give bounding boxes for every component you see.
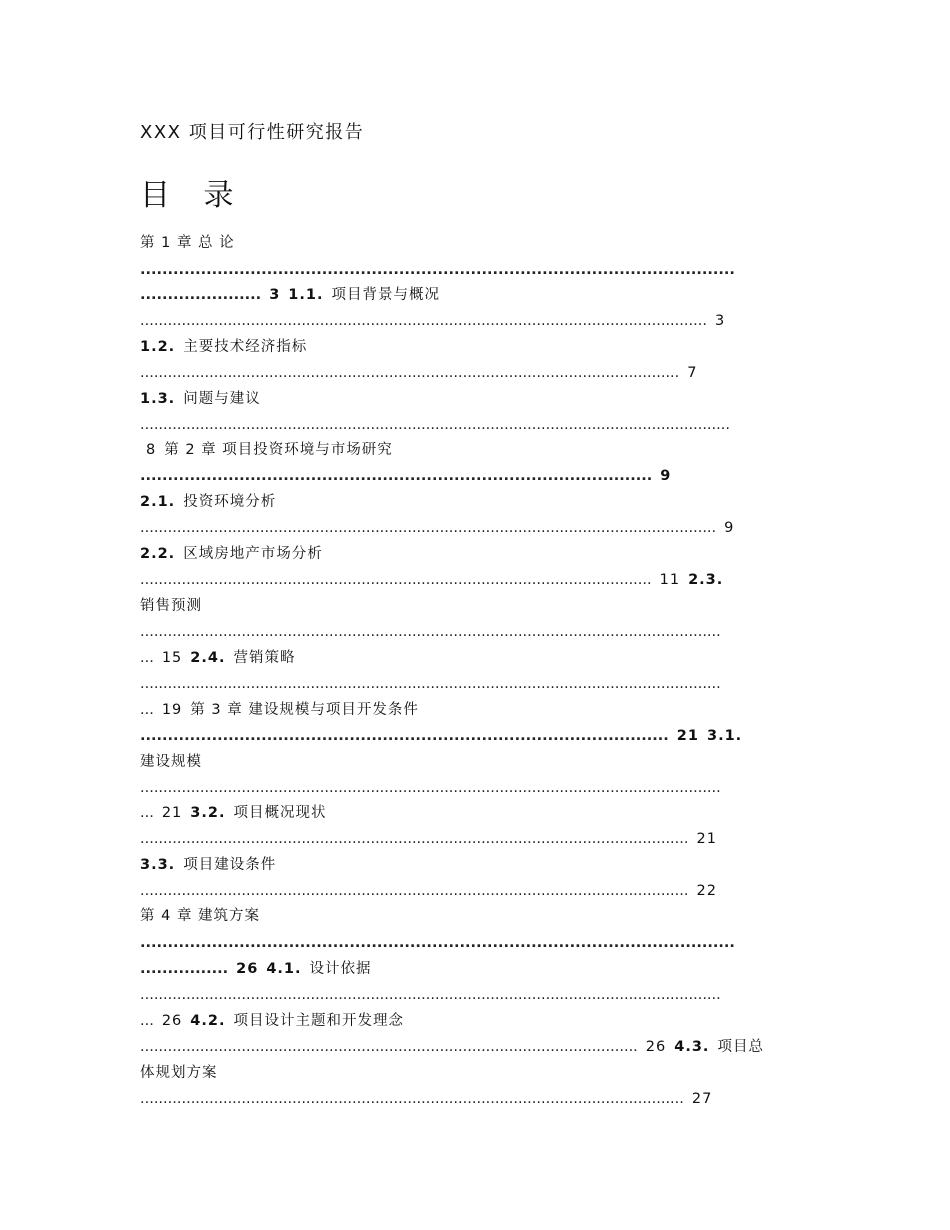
toc-leader-s1-2: ..................................................................................................................... 7 xyxy=(140,365,698,381)
toc-entry-s1-1[interactable]: ...................... 3 1.1. 项目背景与概况 xyxy=(140,287,440,303)
toc-entry-s3-2[interactable]: ... 21 3.2. 项目概况现状 xyxy=(140,805,327,821)
toc-num: 1.2. xyxy=(140,339,176,355)
toc-label: 营销策略 xyxy=(233,650,296,666)
toc-entry-ch2[interactable] xyxy=(140,440,393,460)
toc-label: 第 4 章 建筑方案 xyxy=(140,908,261,924)
toc-page: 15 xyxy=(161,650,183,666)
toc-leader: ............................................................................................................ xyxy=(140,262,735,278)
toc-entry-s2-3[interactable] xyxy=(140,596,202,616)
toc-num: 3.3. xyxy=(140,857,176,873)
toc-entry-s4-3[interactable] xyxy=(140,1063,218,1083)
toc-label: 主要技术经济指标 xyxy=(183,339,308,355)
toc-label: 销售预测 xyxy=(140,598,202,614)
toc-page: 27 xyxy=(691,1091,713,1107)
toc-label: 设计依据 xyxy=(309,961,372,977)
toc-num: 1.3. xyxy=(140,391,176,407)
toc-num: 4.3. xyxy=(674,1039,710,1055)
toc-entry-s1-2[interactable] xyxy=(140,337,307,357)
toc-entry-s2-1[interactable] xyxy=(140,492,276,512)
toc-entry-s1-3[interactable] xyxy=(140,389,261,409)
toc-entry-s3-1[interactable] xyxy=(140,752,202,772)
toc-label: 建设规模 xyxy=(140,754,202,770)
toc-page: 22 xyxy=(696,883,717,899)
toc-leader-s4-3: ...................................................................................................................... 27 xyxy=(140,1091,713,1107)
toc-page: 9 xyxy=(724,520,735,536)
toc-num: 2.4. xyxy=(190,650,226,666)
toc-entry-ch4[interactable] xyxy=(140,906,260,926)
toc-page: 8 xyxy=(146,442,157,458)
toc-leader-s3-2: ....................................................................................................................... 21 xyxy=(140,831,717,847)
toc-num: 2.1. xyxy=(140,494,176,510)
toc-label: 项目总 xyxy=(717,1039,764,1055)
toc-label: 投资环境分析 xyxy=(183,494,277,510)
toc-page: 26 xyxy=(645,1039,667,1055)
toc-num: 1.1. xyxy=(288,287,324,303)
toc-heading: 目 录 xyxy=(140,178,246,213)
toc-entry-s2-2[interactable] xyxy=(140,544,323,564)
toc-leader-s3-3: ....................................................................................................................... 22 xyxy=(140,883,717,899)
toc-page: 7 xyxy=(687,365,698,381)
toc-entry-s4-1[interactable]: ................ 26 4.1. 设计依据 xyxy=(140,961,372,977)
toc-num: 4.1. xyxy=(266,961,302,977)
toc-page: 3 xyxy=(714,313,726,329)
toc-leader-ch3: ................................................................................................ 21 3.1. xyxy=(140,728,743,744)
toc-entry-ch3[interactable]: ... 19 第 3 章 建设规模与项目开发条件 xyxy=(140,702,419,718)
document-title: XXX 项目可行性研究报告 xyxy=(140,122,365,143)
toc-label: 第 1 章 总 论 xyxy=(140,235,235,251)
toc-leader-ch2: ............................................................................................. 9 xyxy=(140,468,672,484)
toc-entry-s3-3[interactable] xyxy=(140,855,276,875)
toc-num: 3.1. xyxy=(706,728,743,744)
toc-label: 体规划方案 xyxy=(140,1065,218,1081)
toc-leader-s2-1: ............................................................................................................................. 9 xyxy=(140,520,735,536)
toc-leader-s4-2: ............................................................................................................ 26 4.3. 项目总 xyxy=(140,1039,764,1055)
toc-num: 2.3. xyxy=(688,572,724,588)
toc-leader-s1-1: ........................................................................................................................... 3 xyxy=(140,313,726,329)
toc-page: 3 xyxy=(269,287,281,303)
toc-leader-s2-2: ............................................................................................................... 11 2.3. xyxy=(140,572,724,588)
toc-page: 21 xyxy=(696,831,717,847)
toc-leader-ch4: ............................................................................................................ xyxy=(140,935,735,951)
toc-label: 问题与建议 xyxy=(183,391,261,407)
toc-label: 第 2 章 项目投资环境与市场研究 xyxy=(164,442,393,458)
toc-page: 9 xyxy=(660,468,672,484)
toc-page: 21 xyxy=(676,728,699,744)
toc-page: 11 xyxy=(659,572,681,588)
toc-leader-s2-3: .............................................................................................................................. xyxy=(140,624,721,640)
toc-leader-s4-1: .............................................................................................................................. xyxy=(140,987,721,1003)
toc-label: 第 3 章 建设规模与项目开发条件 xyxy=(190,702,419,718)
toc-label: 项目概况现状 xyxy=(233,805,327,821)
toc-page: 26 xyxy=(236,961,259,977)
toc-entry-ch1[interactable] xyxy=(140,233,235,253)
toc-entry-s4-2[interactable]: ... 26 4.2. 项目设计主题和开发理念 xyxy=(140,1013,404,1029)
toc-label: 项目背景与概况 xyxy=(331,287,440,303)
toc-label: 区域房地产市场分析 xyxy=(183,546,323,562)
toc-leader-s3-1: .............................................................................................................................. xyxy=(140,780,721,796)
toc-label: 项目设计主题和开发理念 xyxy=(233,1013,404,1029)
toc-leader-s2-4: .............................................................................................................................. xyxy=(140,676,721,692)
toc-page: 26 xyxy=(161,1013,183,1029)
toc-num: 2.2. xyxy=(140,546,176,562)
toc-num: 4.2. xyxy=(190,1013,226,1029)
toc-page: 19 xyxy=(161,702,183,718)
toc-entry-s2-4[interactable]: ... 15 2.4. 营销策略 xyxy=(140,650,296,666)
toc-leader-s1-3: ................................................................................................................................ xyxy=(140,417,730,433)
toc-page: 21 xyxy=(161,805,183,821)
toc-label: 项目建设条件 xyxy=(183,857,277,873)
toc-num: 3.2. xyxy=(190,805,226,821)
